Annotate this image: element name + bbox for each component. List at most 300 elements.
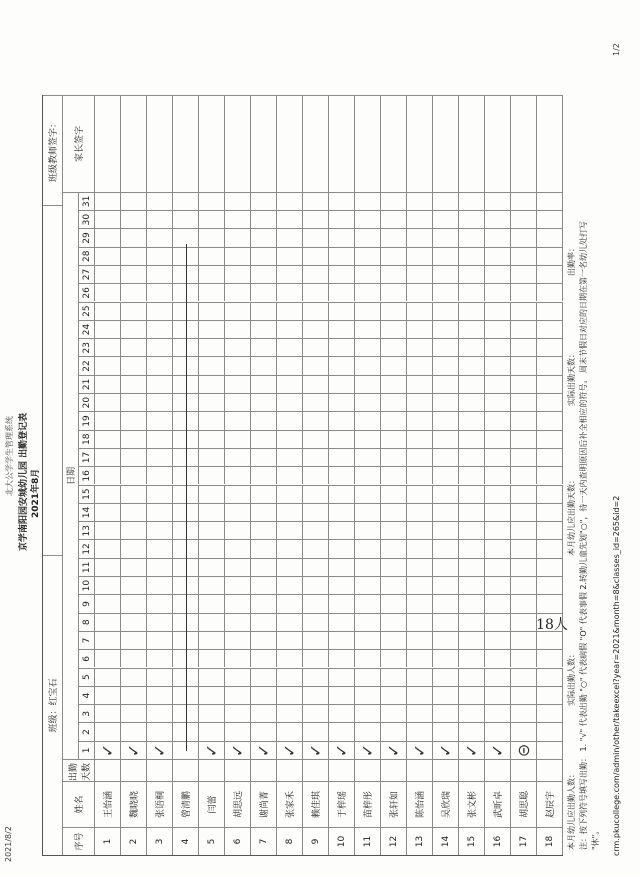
attendance-cell [433,704,459,722]
attendance-cell [303,631,329,649]
attendance-cell [433,192,459,210]
col-days-header: 出勤天数 [63,759,95,781]
attendance-cell [225,375,251,393]
attendance-cell [251,466,277,484]
attendance-cell [511,558,537,576]
attendance-cell [95,631,121,649]
attendance-cell [147,539,173,557]
attendance-cell [95,722,121,740]
attendance-cell [381,320,407,338]
row-name: 赵辰宇 [537,781,563,827]
attendance-cell [407,485,433,503]
row-days [433,759,459,781]
teacher-sign-label: 班级教师签字： [43,95,63,205]
attendance-cell [355,668,381,686]
attendance-cell [485,466,511,484]
attendance-cell [511,503,537,521]
attendance-cell [433,228,459,246]
attendance-cell [485,210,511,228]
attendance-cell [95,430,121,448]
attendance-cell: ✓ [277,741,303,759]
attendance-cell [147,668,173,686]
row-name: 谢尚菁 [251,781,277,827]
attendance-cell [199,503,225,521]
attendance-cell [251,558,277,576]
attendance-cell [225,210,251,228]
row-seq: 3 [147,827,173,855]
attendance-cell [121,722,147,740]
attendance-cell [199,668,225,686]
attendance-cell [355,393,381,411]
attendance-cell [355,265,381,283]
attendance-cell [303,192,329,210]
attendance-cell [303,594,329,612]
attendance-cell [381,613,407,631]
attendance-cell [433,393,459,411]
attendance-cell [225,485,251,503]
attendance-cell [225,320,251,338]
attendance-cell [459,356,485,374]
attendance-cell [251,430,277,448]
attendance-cell [355,320,381,338]
attendance-cell [537,485,563,503]
attendance-cell [277,649,303,667]
attendance-cell [199,430,225,448]
attendance-cell [537,594,563,612]
attendance-cell [199,192,225,210]
attendance-cell [433,411,459,429]
attendance-cell [95,668,121,686]
attendance-cell [121,210,147,228]
attendance-cell [485,393,511,411]
parent-sign-cell [381,95,407,192]
attendance-cell: ✓ [303,741,329,759]
attendance-cell [381,265,407,283]
attendance-cell [381,521,407,539]
attendance-cell [303,576,329,594]
attendance-cell [381,704,407,722]
attendance-cell [329,594,355,612]
col-date-header: 日期 [63,192,79,759]
attendance-cell [251,722,277,740]
day-header: 4 [79,686,95,704]
attendance-cell [485,613,511,631]
attendance-cell [251,411,277,429]
attendance-cell [459,704,485,722]
attendance-cell [459,576,485,594]
attendance-cell [433,430,459,448]
attendance-cell [329,228,355,246]
attendance-cell [381,210,407,228]
day-header: 5 [79,668,95,686]
attendance-cell [303,247,329,265]
attendance-cell [537,338,563,356]
row-seq: 18 [537,827,563,855]
attendance-cell [355,722,381,740]
col-name-header: 姓名 [63,781,95,827]
attendance-cell [199,448,225,466]
attendance-cell [251,521,277,539]
attendance-cell [511,283,537,301]
attendance-cell [459,430,485,448]
row-days [459,759,485,781]
attendance-cell [225,338,251,356]
row-seq: 9 [303,827,329,855]
row-days [251,759,277,781]
attendance-cell [485,503,511,521]
attendance-cell [225,356,251,374]
row-seq: 10 [329,827,355,855]
attendance-cell [459,594,485,612]
attendance-cell [303,613,329,631]
attendance-cell [277,485,303,503]
day-header: 9 [79,594,95,612]
attendance-cell [537,228,563,246]
attendance-cell [121,448,147,466]
attendance-cell [329,521,355,539]
attendance-cell [121,539,147,557]
row-days [407,759,433,781]
attendance-cell [147,302,173,320]
attendance-cell [511,466,537,484]
attendance-cell [121,375,147,393]
attendance-cell [329,320,355,338]
attendance-cell [303,668,329,686]
attendance-cell [121,393,147,411]
attendance-cell [277,576,303,594]
attendance-cell [381,503,407,521]
day-header: 28 [79,247,95,265]
row-seq: 8 [277,827,303,855]
attendance-cell [95,192,121,210]
attendance-cell [355,613,381,631]
row-name: 武昕卓 [485,781,511,827]
day-header: 27 [79,265,95,283]
attendance-cell [121,228,147,246]
attendance-cell [355,485,381,503]
attendance-cell [199,338,225,356]
attendance-cell [485,704,511,722]
attendance-cell [329,668,355,686]
attendance-cell [511,192,537,210]
attendance-cell [537,192,563,210]
row-seq: 1 [95,827,121,855]
attendance-cell [511,613,537,631]
attendance-cell [199,210,225,228]
attendance-cell [407,430,433,448]
attendance-cell [355,521,381,539]
attendance-cell [511,338,537,356]
attendance-cell [95,411,121,429]
day-header: 21 [79,375,95,393]
attendance-cell [303,686,329,704]
row-days [147,759,173,781]
attendance-cell [95,393,121,411]
attendance-cell [329,722,355,740]
attendance-cell [121,686,147,704]
attendance-cell [459,320,485,338]
attendance-cell [277,521,303,539]
attendance-cell [511,430,537,448]
attendance-cell [225,192,251,210]
attendance-cell [277,393,303,411]
attendance-cell [173,210,199,228]
attendance-cell [199,228,225,246]
parent-sign-cell [303,95,329,192]
attendance-cell [277,539,303,557]
attendance-cell [485,356,511,374]
day-header: 11 [79,558,95,576]
attendance-cell [147,283,173,301]
row-seq: 13 [407,827,433,855]
day-header: 1 [79,741,95,759]
row-name: 苗梓彤 [355,781,381,827]
parent-sign-cell [537,95,563,192]
attendance-cell [121,430,147,448]
attendance-cell [381,485,407,503]
attendance-cell [459,722,485,740]
attendance-cell [147,411,173,429]
attendance-cell [433,631,459,649]
attendance-cell [433,576,459,594]
attendance-cell [537,283,563,301]
attendance-cell [459,558,485,576]
attendance-cell [147,649,173,667]
row-seq: 12 [381,827,407,855]
attendance-cell [511,668,537,686]
parent-sign-cell [485,95,511,192]
attendance-cell [277,466,303,484]
attendance-cell [225,302,251,320]
attendance-cell [121,576,147,594]
attendance-cell [511,649,537,667]
attendance-cell [95,649,121,667]
attendance-cell [511,247,537,265]
attendance-cell [121,338,147,356]
attendance-cell [511,722,537,740]
attendance-cell: ✓ [407,741,433,759]
attendance-cell [303,466,329,484]
attendance-cell [277,558,303,576]
attendance-cell [251,576,277,594]
attendance-cell [329,485,355,503]
footer-note-cont: "休"。 [591,826,600,850]
row-name: 于梓瑶 [329,781,355,827]
row-name: 魏晓晓 [121,781,147,827]
attendance-cell [407,320,433,338]
attendance-cell [381,466,407,484]
attendance-cell [225,247,251,265]
attendance-cell [95,283,121,301]
attendance-cell [277,356,303,374]
attendance-cell [121,503,147,521]
attendance-cell [485,558,511,576]
attendance-cell [95,558,121,576]
attendance-cell [121,558,147,576]
attendance-cell [95,338,121,356]
attendance-cell: ✓ [95,741,121,759]
attendance-cell [381,356,407,374]
attendance-cell [537,704,563,722]
day-header: 12 [79,539,95,557]
attendance-cell [121,466,147,484]
attendance-cell [537,356,563,374]
attendance-cell [303,485,329,503]
row-seq: 4 [173,827,199,855]
attendance-cell [329,375,355,393]
attendance-cell [121,265,147,283]
attendance-cell [251,668,277,686]
attendance-cell [199,558,225,576]
attendance-cell [485,521,511,539]
attendance-cell [381,393,407,411]
attendance-cell [537,521,563,539]
attendance-cell [407,302,433,320]
school-title: 京学南阳园安城幼儿园 出勤登记表 [19,412,29,551]
attendance-cell [225,722,251,740]
attendance-cell [407,503,433,521]
attendance-cell [251,228,277,246]
attendance-cell [537,558,563,576]
attendance-cell [433,485,459,503]
row-days [329,759,355,781]
attendance-cell [355,302,381,320]
row-seq: 2 [121,827,147,855]
parent-sign-cell [407,95,433,192]
row-days [95,759,121,781]
attendance-cell [433,613,459,631]
attendance-cell [329,631,355,649]
attendance-cell [433,521,459,539]
parent-sign-cell [277,95,303,192]
attendance-cell [277,631,303,649]
attendance-cell [511,485,537,503]
parent-sign-cell [95,95,121,192]
attendance-cell [537,668,563,686]
attendance-cell [459,539,485,557]
attendance-cell [355,192,381,210]
day-header: 22 [79,356,95,374]
attendance-cell [121,521,147,539]
attendance-cell [355,594,381,612]
attendance-cell [485,228,511,246]
attendance-cell [329,613,355,631]
attendance-cell [433,668,459,686]
attendance-cell [303,722,329,740]
attendance-cell [459,466,485,484]
footer-note: 注：按下列符号填写出勤： 1. "√" 代表出勤 "○" 代表病假 "O" 代表事假 2.转勤儿童先划"○"，待一天内查明原因后补全相应的符号。 周末节假日对应的日期在第一名幼儿处打写 [579,221,588,850]
day-header: 25 [79,302,95,320]
attendance-cell [147,265,173,283]
attendance-cell [199,576,225,594]
row-name: 吴欣瑞 [433,781,459,827]
attendance-cell [381,375,407,393]
row-name: 王怡涵 [95,781,121,827]
attendance-cell [537,265,563,283]
attendance-cell [147,503,173,521]
attendance-cell [485,539,511,557]
attendance-cell [433,649,459,667]
parent-sign-cell [121,95,147,192]
attendance-cell [251,265,277,283]
attendance-cell: ✓ [121,741,147,759]
attendance-table [42,95,563,856]
attendance-cell [511,594,537,612]
attendance-cell [355,210,381,228]
attendance-cell: ✓ [251,741,277,759]
attendance-cell [381,539,407,557]
attendance-cell [329,247,355,265]
attendance-cell [407,411,433,429]
attendance-cell [407,393,433,411]
attendance-cell [537,722,563,740]
attendance-cell [121,247,147,265]
footer-expected-days: 本月幼儿应出勤天数： [567,476,576,556]
attendance-cell [147,521,173,539]
attendance-cell [277,704,303,722]
attendance-cell [303,338,329,356]
attendance-cell [537,466,563,484]
attendance-cell [303,393,329,411]
attendance-cell [485,338,511,356]
attendance-cell [199,265,225,283]
attendance-cell [511,320,537,338]
attendance-cell [407,594,433,612]
attendance-cell [329,704,355,722]
attendance-cell [303,411,329,429]
attendance-cell [537,430,563,448]
attendance-cell [251,485,277,503]
row-days [225,759,251,781]
attendance-cell [433,210,459,228]
day-header: 29 [79,228,95,246]
attendance-cell [147,722,173,740]
attendance-cell [251,704,277,722]
attendance-cell [147,485,173,503]
row-name: 胡思聪 [511,781,537,827]
parent-sign-cell [199,95,225,192]
attendance-cell [199,320,225,338]
attendance-cell [225,649,251,667]
parent-sign-cell [433,95,459,192]
attendance-cell [251,338,277,356]
day-header: 3 [79,704,95,722]
attendance-cell [407,448,433,466]
attendance-cell [511,631,537,649]
attendance-cell [329,503,355,521]
attendance-cell [329,393,355,411]
attendance-cell [199,375,225,393]
attendance-cell [433,594,459,612]
attendance-cell [511,686,537,704]
attendance-cell [225,466,251,484]
attendance-cell [537,247,563,265]
class-label: 班级：红宝石 [43,555,63,855]
attendance-cell [433,686,459,704]
attendance-cell [147,704,173,722]
attendance-cell [303,649,329,667]
attendance-cell [537,741,563,759]
attendance-cell [95,485,121,503]
parent-sign-cell [173,95,199,192]
attendance-cell [303,228,329,246]
attendance-cell [225,265,251,283]
attendance-cell [95,594,121,612]
row-seq: 6 [225,827,251,855]
attendance-cell [459,375,485,393]
attendance-cell [251,320,277,338]
row-days [277,759,303,781]
